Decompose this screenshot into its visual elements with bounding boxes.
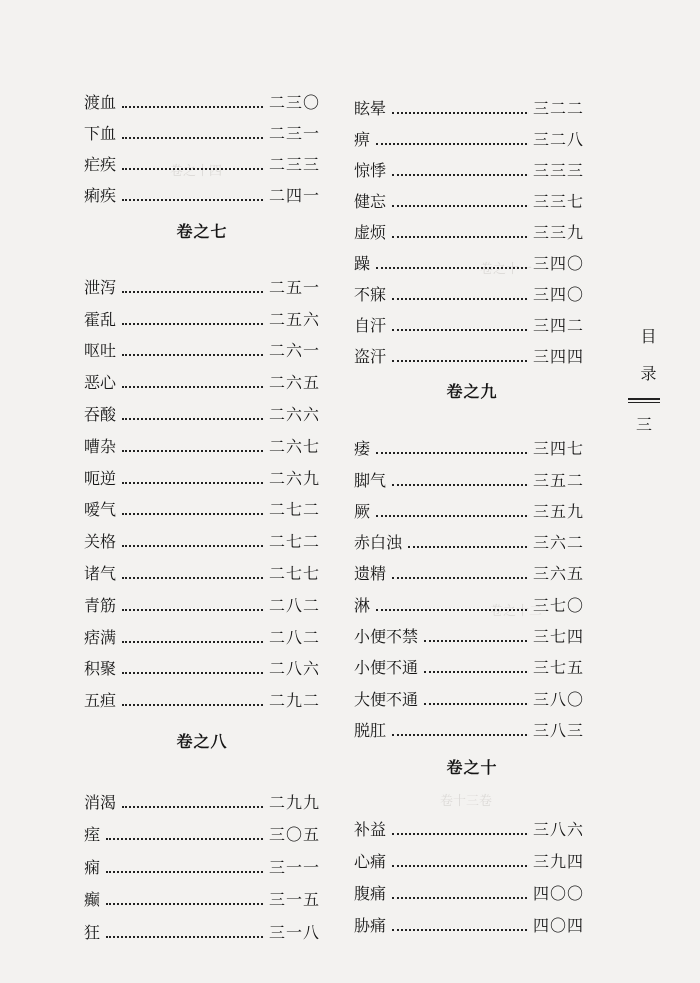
toc-entry — [354, 212, 584, 243]
entry-page-number: 三六二 — [532, 533, 584, 553]
entry-page-number: 三三三 — [532, 161, 584, 180]
entry-title: 嘈杂 — [84, 436, 117, 456]
entry-title: 痿 — [354, 439, 371, 459]
entry-title: 积聚 — [84, 659, 117, 679]
entry-page-number: 三三九 — [532, 223, 584, 242]
dot-leader — [106, 838, 263, 840]
dot-leader — [392, 833, 527, 835]
toc-group — [354, 808, 584, 936]
toc-column-left — [84, 82, 320, 942]
entry-title: 消渴 — [84, 792, 117, 812]
dot-leader — [122, 291, 263, 293]
entry-title: 关格 — [84, 532, 117, 552]
dot-leader — [392, 112, 527, 114]
entry-title: 泄泻 — [84, 277, 117, 297]
dot-leader — [122, 513, 263, 515]
running-title: 目 录 — [638, 328, 657, 390]
entry-title: 遗精 — [354, 564, 387, 584]
entry-title: 惊悸 — [354, 161, 387, 180]
dot-leader — [424, 640, 527, 642]
entry-page-number: 二七二 — [268, 500, 320, 520]
entry-page-number: 二四一 — [268, 186, 320, 205]
toc-entry — [84, 425, 320, 457]
toc-entry — [354, 616, 584, 647]
toc-entry — [84, 520, 320, 552]
entry-page-number: 二五一 — [268, 277, 320, 297]
dot-leader — [106, 936, 263, 938]
dot-leader — [392, 734, 527, 736]
dot-leader — [392, 929, 527, 931]
toc-entry — [84, 175, 320, 206]
toc-entry — [354, 491, 584, 522]
entry-title: 痢疾 — [84, 186, 117, 205]
dot-leader — [392, 484, 527, 486]
entry-title: 渡血 — [84, 93, 117, 112]
toc-entry — [84, 616, 320, 648]
toc-entry — [84, 878, 320, 911]
entry-page-number: 四〇〇 — [532, 884, 584, 903]
entry-page-number: 三二二 — [532, 99, 584, 118]
toc-entry — [84, 584, 320, 616]
entry-page-number: 三八三 — [532, 720, 584, 740]
entry-page-number: 三〇五 — [268, 825, 320, 844]
bleed-through-mark: 卷之十二 — [490, 604, 543, 619]
dot-leader — [122, 672, 263, 674]
entry-title: 霍乱 — [84, 309, 117, 329]
dot-leader — [376, 267, 527, 269]
entry-page-number: 三七四 — [532, 627, 584, 647]
entry-title: 淋 — [354, 595, 371, 615]
entry-title: 呃逆 — [84, 468, 117, 488]
bleed-through-mark: 卷之十四 — [170, 164, 223, 179]
entry-page-number: 三三七 — [532, 192, 584, 211]
toc-entry — [84, 648, 320, 680]
toc-entry — [354, 710, 584, 741]
entry-title: 赤白浊 — [354, 533, 403, 553]
toc-entry — [354, 840, 584, 872]
toc-entry — [84, 393, 320, 425]
dot-leader — [122, 354, 263, 356]
dot-leader — [392, 174, 527, 176]
entry-page-number: 三四四 — [532, 347, 584, 366]
entry-page-number: 三四〇 — [532, 285, 584, 304]
dot-leader — [424, 671, 527, 673]
dot-leader — [106, 871, 263, 873]
toc-entry — [354, 459, 584, 490]
entry-title: 厥 — [354, 501, 371, 521]
entry-page-number: 二八二 — [268, 627, 320, 647]
entry-page-number: 三九四 — [532, 852, 584, 871]
entry-page-number: 二六五 — [268, 373, 320, 393]
toc-entry — [354, 88, 584, 119]
toc-entry — [354, 678, 584, 709]
bleed-through-mark: 卷之十一 — [480, 262, 533, 277]
toc-entry — [354, 647, 584, 678]
dot-leader — [392, 360, 527, 362]
entry-page-number: 二八二 — [268, 595, 320, 615]
dot-leader — [122, 704, 263, 706]
entry-page-number: 三一八 — [268, 922, 320, 942]
divider — [628, 402, 660, 403]
volume-heading: 卷之十 — [446, 758, 498, 777]
entry-title: 下血 — [84, 124, 117, 143]
dot-leader — [408, 546, 527, 548]
toc-entry — [84, 489, 320, 521]
bleed-through-mark: 卷十三卷 — [440, 794, 493, 809]
entry-page-number: 三八六 — [532, 820, 584, 839]
entry-title: 不寐 — [354, 285, 387, 304]
toc-entry — [84, 113, 320, 144]
toc-group — [354, 428, 584, 741]
toc-entry — [84, 361, 320, 393]
entry-title: 恶心 — [84, 373, 117, 393]
toc-entry — [354, 428, 584, 459]
toc-group — [84, 266, 320, 711]
entry-title: 胁痛 — [354, 916, 387, 935]
entry-page-number: 三七五 — [532, 658, 584, 678]
toc-entry — [84, 552, 320, 584]
entry-title: 青筋 — [84, 595, 117, 615]
toc-entry — [84, 845, 320, 878]
toc-entry — [84, 910, 320, 943]
toc-entry — [84, 144, 320, 175]
entry-title: 痓 — [84, 825, 101, 844]
toc-entry — [84, 679, 320, 711]
toc-entry — [354, 522, 584, 553]
entry-title: 痹 — [354, 130, 371, 149]
entry-page-number: 二六一 — [268, 341, 320, 361]
dot-leader — [392, 329, 527, 331]
entry-page-number: 三八〇 — [532, 689, 584, 709]
entry-title: 痫 — [84, 857, 101, 877]
toc-entry — [84, 780, 320, 813]
entry-page-number: 四〇四 — [532, 916, 584, 935]
entry-page-number: 三一五 — [268, 890, 320, 909]
toc-entry — [354, 181, 584, 212]
toc-entry — [354, 243, 584, 274]
entry-title: 呕吐 — [84, 341, 117, 361]
toc-entry — [354, 872, 584, 904]
dot-leader — [122, 609, 263, 611]
entry-page-number: 二九二 — [268, 691, 320, 711]
dot-leader — [122, 450, 263, 452]
dot-leader — [392, 897, 527, 899]
toc-entry — [84, 457, 320, 489]
entry-title: 痞满 — [84, 627, 117, 647]
toc-entry — [354, 336, 584, 367]
toc-entry — [84, 82, 320, 113]
dot-leader — [376, 515, 527, 517]
volume-heading: 卷之九 — [446, 382, 498, 401]
entry-page-number: 二三〇 — [268, 93, 320, 112]
toc-group — [84, 82, 320, 206]
dot-leader — [122, 323, 263, 325]
entry-title: 腹痛 — [354, 884, 387, 903]
entry-page-number: 三四〇 — [532, 254, 584, 273]
dot-leader — [122, 577, 263, 579]
dot-leader — [122, 806, 263, 808]
entry-title: 大便不通 — [354, 689, 419, 709]
dot-leader — [376, 452, 527, 454]
entry-title: 补益 — [354, 820, 387, 839]
entry-page-number: 二九九 — [268, 792, 320, 812]
toc-entry — [84, 330, 320, 362]
entry-page-number: 三五九 — [532, 501, 584, 521]
entry-page-number: 三四二 — [532, 316, 584, 335]
dot-leader — [122, 641, 263, 643]
dot-leader — [122, 386, 263, 388]
entry-title: 健忘 — [354, 192, 387, 211]
toc-entry — [354, 150, 584, 181]
dot-leader — [424, 703, 527, 705]
entry-title: 脚气 — [354, 470, 387, 490]
entry-page-number: 三六五 — [532, 564, 584, 584]
dot-leader — [392, 236, 527, 238]
toc-entry — [354, 808, 584, 840]
volume-heading: 卷之七 — [176, 222, 228, 241]
entry-title: 狂 — [84, 922, 101, 942]
entry-title: 小便不禁 — [354, 627, 419, 647]
dot-leader — [122, 137, 263, 139]
entry-page-number: 三四七 — [532, 439, 584, 459]
entry-page-number: 二五六 — [268, 309, 320, 329]
toc-entry — [354, 553, 584, 584]
dot-leader — [106, 903, 263, 905]
dot-leader — [392, 205, 527, 207]
entry-page-number: 三五二 — [532, 470, 584, 490]
divider — [628, 398, 660, 400]
toc-entry — [354, 274, 584, 305]
entry-page-number: 二六九 — [268, 468, 320, 488]
dot-leader — [122, 418, 263, 420]
toc-group — [84, 780, 320, 943]
entry-page-number: 三七〇 — [532, 595, 584, 615]
entry-title: 脱肛 — [354, 720, 387, 740]
toc-entry — [84, 266, 320, 298]
entry-title: 躁 — [354, 254, 371, 273]
dot-leader — [122, 168, 263, 170]
dot-leader — [122, 482, 263, 484]
entry-title: 五疸 — [84, 691, 117, 711]
dot-leader — [392, 865, 527, 867]
page-number: 三 — [636, 415, 653, 434]
entry-page-number: 二八六 — [268, 659, 320, 679]
entry-page-number: 三二八 — [532, 130, 584, 149]
dot-leader — [122, 199, 263, 201]
entry-title: 癫 — [84, 890, 101, 909]
toc-entry — [354, 584, 584, 615]
toc-entry — [354, 305, 584, 336]
toc-group — [354, 88, 584, 367]
dot-leader — [392, 577, 527, 579]
entry-title: 吞酸 — [84, 404, 117, 424]
toc-entry — [84, 813, 320, 846]
entry-page-number: 二七二 — [268, 532, 320, 552]
volume-heading: 卷之八 — [176, 732, 228, 751]
entry-page-number: 二七七 — [268, 563, 320, 583]
toc-entry — [354, 904, 584, 936]
entry-page-number: 三一一 — [268, 857, 320, 877]
entry-title: 疟疾 — [84, 155, 117, 174]
entry-title: 小便不通 — [354, 658, 419, 678]
entry-title: 自汗 — [354, 316, 387, 335]
entry-title: 心痛 — [354, 852, 387, 871]
dot-leader — [122, 106, 263, 108]
entry-title: 虚烦 — [354, 223, 387, 242]
entry-page-number: 二三一 — [268, 124, 320, 143]
entry-title: 盗汗 — [354, 347, 387, 366]
toc-entry — [84, 298, 320, 330]
dot-leader — [122, 545, 263, 547]
entry-title: 眩晕 — [354, 99, 387, 118]
dot-leader — [392, 298, 527, 300]
dot-leader — [376, 143, 527, 145]
toc-entry — [354, 119, 584, 150]
entry-page-number: 二三三 — [268, 155, 320, 174]
entry-page-number: 二六七 — [268, 436, 320, 456]
entry-page-number: 二六六 — [268, 404, 320, 424]
entry-title: 诸气 — [84, 563, 117, 583]
entry-title: 嗳气 — [84, 500, 117, 520]
dot-leader — [376, 609, 527, 611]
